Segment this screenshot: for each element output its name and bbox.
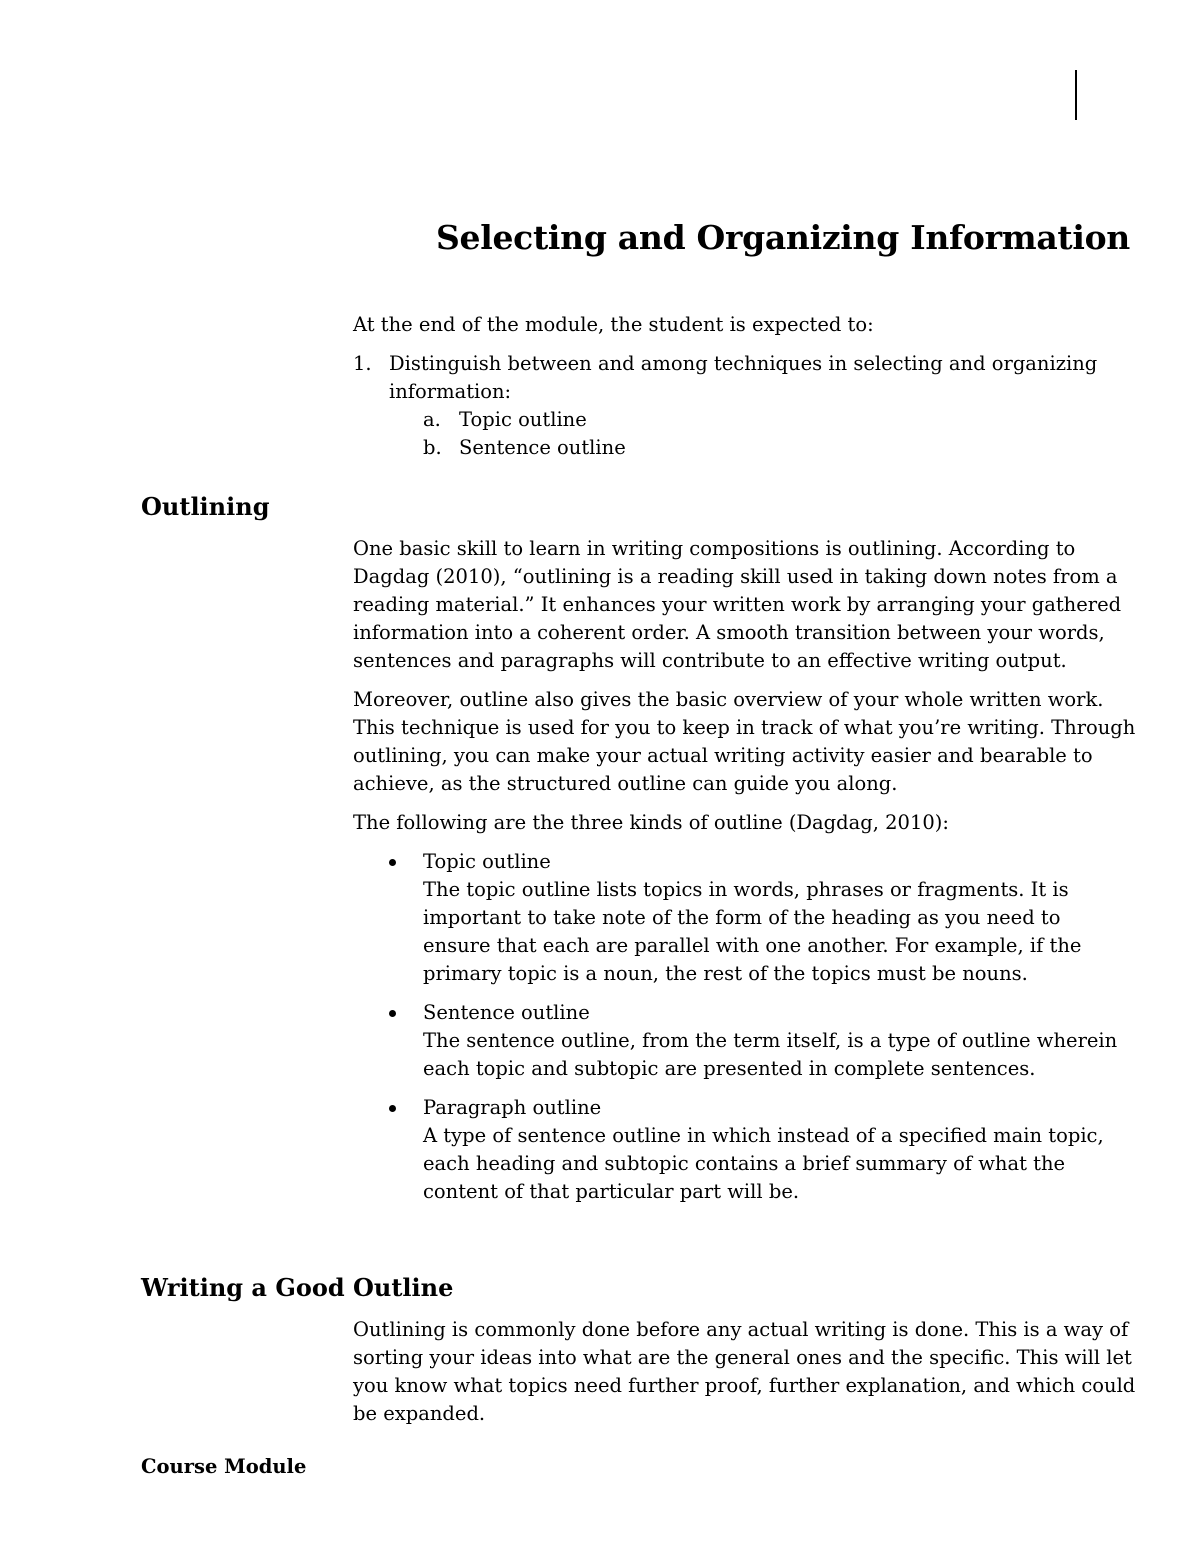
objective-item bbox=[353, 350, 1143, 406]
objective-subitem-letter: a. bbox=[423, 408, 441, 431]
objective-subitem bbox=[353, 406, 1143, 434]
outlining-paragraph: One basic skill to learn in writing compositions is outlining. According to Dagdag (2010), “outlining is a reading skill used in taking down notes from a reading material.” It enhances your written work by arranging your gathered information into a coherent order. A smooth transition between your words, sentences and paragraphs will contribute to an effective writing output. bbox=[353, 537, 1122, 672]
header-divider-line bbox=[1075, 70, 1077, 120]
outlining-section-body bbox=[353, 535, 1143, 1206]
objective-text: Distinguish between and among techniques in selecting and organizing information: bbox=[389, 352, 1098, 403]
good-outline-section-body bbox=[353, 1316, 1143, 1428]
bullet-icon bbox=[389, 1010, 396, 1017]
objective-subitem-letter: b. bbox=[423, 436, 442, 459]
section-heading-outlining: Outlining bbox=[141, 492, 270, 521]
bullet-icon bbox=[389, 1105, 396, 1112]
page-title: Selecting and Organizing Information bbox=[436, 218, 1130, 257]
objective-number: 1. bbox=[353, 352, 372, 375]
outline-kind-item bbox=[353, 848, 1143, 876]
outlining-paragraph: Moreover, outline also gives the basic overview of your whole written work. This technique is used for you to keep in track of what you’re writing. Through outlining, you can make your actual writing activity easier and bearable to achieve, as the structured outline can guide you along. bbox=[353, 688, 1136, 795]
outline-kind-label: Sentence outline bbox=[423, 1001, 590, 1024]
objective-subitem-text: Topic outline bbox=[459, 408, 587, 431]
outline-kind-label: Paragraph outline bbox=[423, 1096, 602, 1119]
outline-kind-label: Topic outline bbox=[423, 850, 551, 873]
outline-kind-item bbox=[353, 1094, 1143, 1122]
outline-kind-item bbox=[353, 999, 1143, 1027]
outlining-paragraph: The following are the three kinds of outline (Dagdag, 2010): bbox=[353, 811, 949, 834]
objective-subitem bbox=[353, 434, 1143, 462]
outline-kind-description: A type of sentence outline in which instead of a specified main topic, each heading and subtopic contains a brief summary of what the content of that particular part will be. bbox=[423, 1124, 1104, 1203]
outline-kind-description: The sentence outline, from the term itself, is a type of outline wherein each topic and subtopic are presented in complete sentences. bbox=[423, 1029, 1118, 1080]
section-heading-good-outline: Writing a Good Outline bbox=[141, 1273, 454, 1302]
objective-subitem-text: Sentence outline bbox=[459, 436, 626, 459]
outline-kind-description: The topic outline lists topics in words, phrases or fragments. It is important to take note of the form of the heading as you need to ensure that each are parallel with one another. For example, if the primary topic is a noun, the rest of the topics must be nouns. bbox=[423, 878, 1082, 985]
good-outline-paragraph: Outlining is commonly done before any actual writing is done. This is a way of sorting your ideas into what are the general ones and the specific. This will let you know what topics need further proof, further explanation, and which could be expanded. bbox=[353, 1318, 1136, 1425]
bullet-icon bbox=[389, 859, 396, 866]
objectives-intro-text: At the end of the module, the student is expected to: bbox=[353, 313, 874, 336]
objectives-list bbox=[353, 350, 1143, 462]
footer-course-module: Course Module bbox=[141, 1455, 307, 1478]
objectives-intro bbox=[353, 311, 1143, 339]
